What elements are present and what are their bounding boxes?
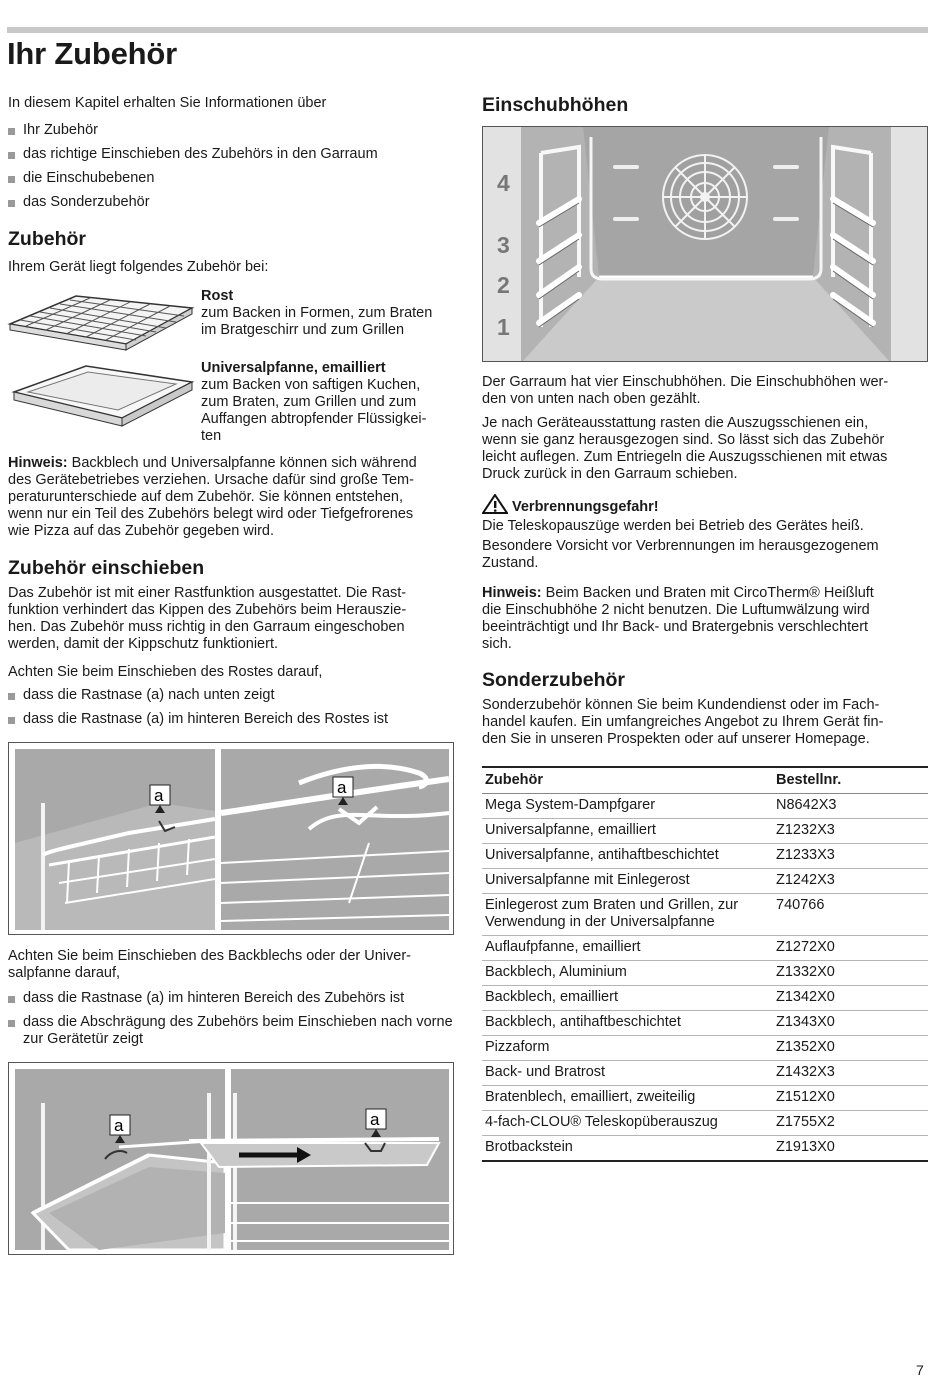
table-row: [482, 844, 928, 869]
cell-bestellnr: Z1232X3: [773, 819, 928, 844]
list-item: dass die Rastnase (a) im hinteren Bereich des Rostes ist: [8, 711, 453, 728]
einschieben-line-3: hen. Das Zubehör muss richtig in den Garraum eingeschoben: [8, 619, 405, 635]
cell-bestellnr: Z1512X0: [773, 1086, 928, 1111]
warning-line-1: Die Teleskopauszüge werden bei Betrieb des Gerätes heiß.: [482, 518, 864, 534]
marker-a-3: a: [114, 1116, 124, 1135]
cell-bestellnr: Z1913X0: [773, 1136, 928, 1162]
column-header-zubehoer: Zubehör: [482, 767, 773, 794]
zubehoer-lead: Ihrem Gerät liegt folgendes Zubehör bei:: [8, 259, 269, 275]
table-row: [482, 1136, 928, 1162]
level-label-3: 3: [497, 232, 510, 258]
rost-list: [8, 687, 453, 728]
rost-lead: Achten Sie beim Einschieben des Rostes darauf,: [8, 664, 323, 680]
pan-desc-4: ten: [201, 428, 222, 444]
accessory-table: [482, 766, 928, 1162]
page-number: 7: [916, 1362, 924, 1378]
table-row: [482, 1061, 928, 1086]
cell-bestellnr: Z1272X0: [773, 936, 928, 961]
warning-line-2: Besondere Vorsicht vor Verbrennungen im herausgezogenem: [482, 538, 879, 554]
warning-label: Verbrennungsgefahr!: [512, 499, 659, 515]
hoehen-p2-line-1: Je nach Geräteausstattung rasten die Auszugsschienen ein,: [482, 415, 869, 431]
table-row: [482, 819, 928, 844]
list-item: die Einschubebenen: [8, 170, 448, 187]
table-row: [482, 1111, 928, 1136]
cell-zubehoer: Universalpfanne, antihaftbeschichtet: [482, 844, 773, 869]
cell-zubehoer: Bratenblech, emailliert, zweiteilig: [482, 1086, 773, 1111]
hinweis-label: Hinweis:: [482, 585, 542, 601]
section-heading-sonder: Sonderzubehör: [482, 669, 626, 691]
table-row: [482, 1011, 928, 1036]
cell-zubehoer: Einlegerost zum Braten und Grillen, zur Verwendung in der Universalpfanne: [482, 894, 773, 936]
cell-zubehoer: Auflaufpfanne, emailliert: [482, 936, 773, 961]
hinweis-text: Beim Backen und Braten mit CircoTherm® Heißluft: [541, 585, 874, 601]
cell-zubehoer: Backblech, Aluminium: [482, 961, 773, 986]
cell-bestellnr: Z1242X3: [773, 869, 928, 894]
page-title: Ihr Zubehör: [7, 36, 178, 71]
hinweis-2-line-1: [482, 585, 928, 602]
pan-name: Universalpfanne, emailliert: [201, 360, 386, 376]
blech-lead-1: Achten Sie beim Einschieben des Backblechs oder der Univer-: [8, 948, 411, 964]
cell-bestellnr: N8642X3: [773, 794, 928, 819]
pan-desc-2: zum Braten, zum Grillen und zum: [201, 394, 417, 410]
section-heading-zubehoer: Zubehör: [8, 228, 86, 250]
hinweis-text: Backblech und Universalpfanne können sich während: [67, 455, 417, 471]
cell-zubehoer: Mega System-Dampfgarer: [482, 794, 773, 819]
list-item: dass die Abschrägung des Zubehörs beim Einschieben nach vorne zur Gerätetür zeigt: [8, 1014, 453, 1048]
hinweis-1-line-5: wie Pizza auf das Zubehör gegeben wird.: [8, 523, 274, 539]
list-item: das richtige Einschieben des Zubehörs in den Garraum: [8, 146, 448, 163]
blech-lead-2: salpfanne darauf,: [8, 965, 121, 981]
table-header-row: [482, 767, 928, 794]
hinweis-1-line-4: wenn nur ein Teil des Zubehörs belegt wird oder Tiefgefrorenes: [8, 506, 414, 522]
blech-list: [8, 990, 453, 1048]
table-row: [482, 936, 928, 961]
list-item: dass die Rastnase (a) im hinteren Bereich des Zubehörs ist: [8, 990, 453, 1007]
hinweis-1-line-2: des Gerätebetriebes verziehen. Ursache dafür sind große Tem-: [8, 472, 414, 488]
table-row: [482, 1036, 928, 1061]
intro-lead: In diesem Kapitel erhalten Sie Informationen über: [8, 95, 327, 111]
header-rule: [7, 27, 928, 33]
pan-desc-1: zum Backen von saftigen Kuchen,: [201, 377, 421, 393]
table-row: [482, 1086, 928, 1111]
hoehen-p1-line-2: den von unten nach oben gezählt.: [482, 391, 701, 407]
table-row: [482, 869, 928, 894]
hinweis-1-line-1: [8, 455, 453, 472]
cell-zubehoer: Pizzaform: [482, 1036, 773, 1061]
list-item: dass die Rastnase (a) nach unten zeigt: [8, 687, 453, 704]
hinweis-1-line-3: peraturunterschiede auf dem Zubehör. Sie können entstehen,: [8, 489, 403, 505]
pan-desc-3: Auffangen abtropfender Flüssigkei-: [201, 411, 427, 427]
cell-zubehoer: Brotbackstein: [482, 1136, 773, 1162]
cell-bestellnr: Z1352X0: [773, 1036, 928, 1061]
rack-insertion-figure: [8, 742, 454, 935]
cell-zubehoer: Universalpfanne, emailliert: [482, 819, 773, 844]
hoehen-p2-line-3: leicht auflegen. Zum Entriegeln die Auszugsschienen mit etwas: [482, 449, 888, 465]
cell-zubehoer: Universalpfanne mit Einlegerost: [482, 869, 773, 894]
cell-zubehoer: Backblech, antihaftbeschichtet: [482, 1011, 773, 1036]
warning-triangle-icon: [482, 494, 508, 514]
level-label-2: 2: [497, 272, 510, 298]
pan-illustration: [10, 360, 196, 432]
column-header-bestellnr: Bestellnr.: [773, 767, 928, 794]
section-heading-hoehen: Einschubhöhen: [482, 94, 629, 116]
warning-heading: [482, 494, 659, 516]
hinweis-label: Hinweis:: [8, 455, 68, 471]
hinweis-2-line-3: beeinträchtigt und Ihr Back- und Bratergebnis verschlechtert: [482, 619, 869, 635]
table-row: [482, 961, 928, 986]
einschieben-line-2: funktion verhindert das Kippen des Zubehörs beim Herauszie-: [8, 602, 407, 618]
cell-bestellnr: Z1755X2: [773, 1111, 928, 1136]
table-row: [482, 986, 928, 1011]
cell-zubehoer: Backblech, emailliert: [482, 986, 773, 1011]
table-body: [482, 794, 928, 1162]
cell-bestellnr: Z1432X3: [773, 1061, 928, 1086]
level-label-4: 4: [497, 170, 510, 196]
rack-desc-1: zum Backen in Formen, zum Braten: [201, 305, 433, 321]
list-item: das Sonderzubehör: [8, 194, 448, 211]
warning-line-3: Zustand.: [482, 555, 539, 571]
rack-desc-2: im Bratgeschirr und zum Grillen: [201, 322, 405, 338]
hoehen-p1-line-1: Der Garraum hat vier Einschubhöhen. Die Einschubhöhen wer-: [482, 374, 889, 390]
cell-bestellnr: 740766: [773, 894, 928, 936]
level-label-1: 1: [497, 314, 510, 340]
hoehen-p2-line-4: Druck zurück in den Garraum schieben.: [482, 466, 738, 482]
marker-a-2: a: [337, 778, 347, 797]
oven-levels-figure: [482, 126, 928, 362]
marker-a-1: a: [154, 786, 164, 805]
oven-levels-drawing: [483, 127, 928, 362]
rack-illustration: [6, 290, 196, 358]
sonder-line-1: Sonderzubehör können Sie beim Kundendienst oder im Fach-: [482, 697, 880, 713]
rack-insertion-drawing: [9, 743, 454, 935]
section-heading-einschieben: Zubehör einschieben: [8, 557, 205, 579]
einschieben-line-4: werden, damit der Kippschutz funktioniert.: [8, 636, 278, 652]
intro-list: [8, 122, 448, 218]
cell-zubehoer: 4-fach-CLOU® Teleskopüberauszug: [482, 1111, 773, 1136]
sonder-line-2: handel kaufen. Ein umfangreiches Angebot zu Ihrem Gerät fin-: [482, 714, 884, 730]
hinweis-2-line-4: sich.: [482, 636, 512, 652]
tray-insertion-figure: [8, 1062, 454, 1255]
rack-name: Rost: [201, 288, 234, 304]
table-row: [482, 894, 928, 936]
tray-insertion-drawing: [9, 1063, 454, 1255]
sonder-line-3: den Sie in unseren Prospekten oder auf unserer Homepage.: [482, 731, 870, 747]
list-item: Ihr Zubehör: [8, 122, 448, 139]
hoehen-p2-line-2: wenn sie ganz herausgezogen sind. So lässt sich das Zubehör: [482, 432, 885, 448]
cell-bestellnr: Z1332X0: [773, 961, 928, 986]
cell-bestellnr: Z1342X0: [773, 986, 928, 1011]
marker-a-4: a: [370, 1110, 380, 1129]
cell-zubehoer: Back- und Bratrost: [482, 1061, 773, 1086]
table-row: [482, 794, 928, 819]
cell-bestellnr: Z1233X3: [773, 844, 928, 869]
cell-bestellnr: Z1343X0: [773, 1011, 928, 1036]
einschieben-line-1: Das Zubehör ist mit einer Rastfunktion ausgestattet. Die Rast-: [8, 585, 407, 601]
hinweis-2-line-2: die Einschubhöhe 2 nicht benutzen. Die Luftumwälzung wird: [482, 602, 870, 618]
